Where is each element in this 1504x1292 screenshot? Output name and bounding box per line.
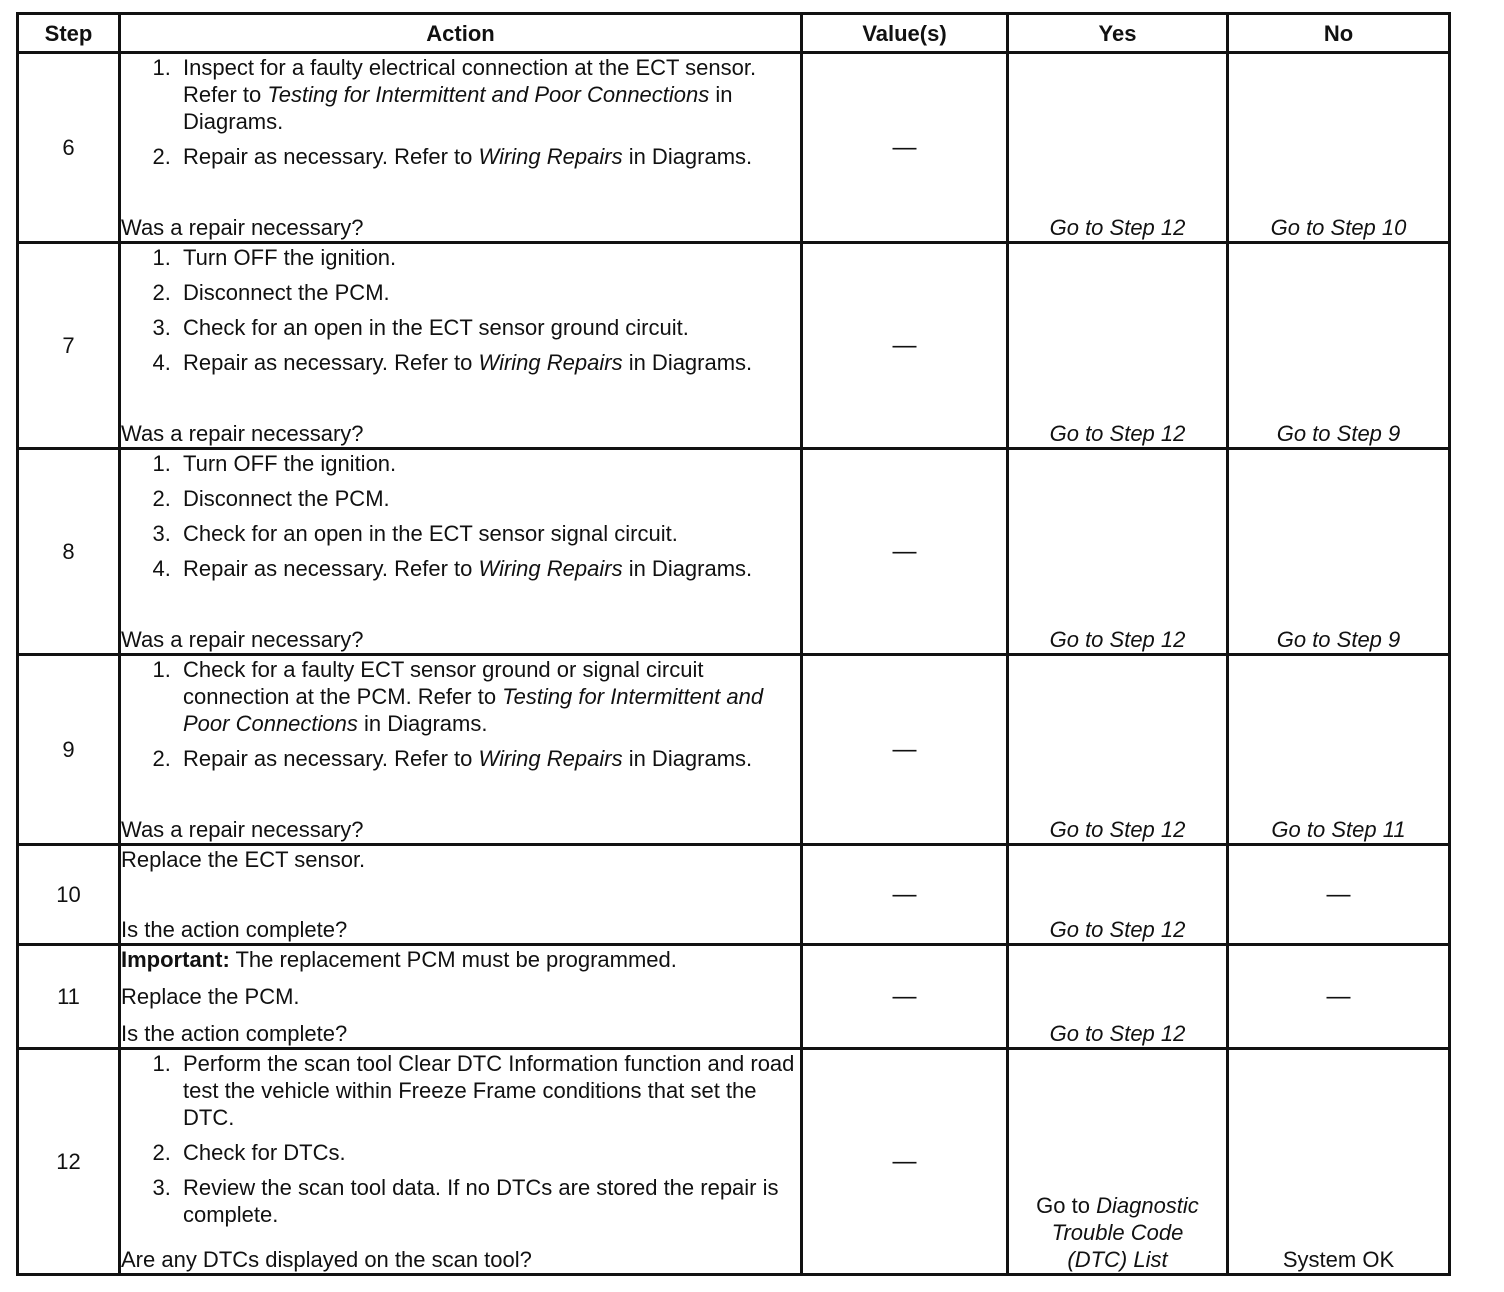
action-cell [120,845,802,945]
action-item: 1. Turn OFF the ignition. [177,450,800,477]
action-item: 4. Repair as necessary. Refer to Wiring Repairs in Diagrams. [177,349,800,376]
important-note: Important: The replacement PCM must be programmed. [121,947,677,972]
action-item: 2. Disconnect the PCM. [177,485,800,512]
value-cell: — [802,945,1008,1049]
action-text: Replace the PCM. [121,984,300,1009]
step-number: 12 [18,1049,120,1275]
important-label: Important: [121,947,230,972]
table-row [18,53,1450,243]
action-item: 4. Repair as necessary. Refer to Wiring Repairs in Diagrams. [177,555,800,582]
value-cell: — [802,243,1008,449]
value-cell: — [802,845,1008,945]
value-cell: — [802,449,1008,655]
question-text: Was a repair necessary? [121,215,364,240]
action-cell [120,449,802,655]
action-cell [120,945,802,1049]
table-row [18,845,1450,945]
step-number: 6 [18,53,120,243]
no-cell [1228,53,1450,243]
no-link[interactable]: Go to Step 9 [1276,627,1401,652]
table-row [18,449,1450,655]
action-item: 2. Repair as necessary. Refer to Wiring Repairs in Diagrams. [177,143,800,170]
action-list [121,450,800,582]
diagnostic-table [16,12,1451,1276]
action-list [121,54,800,170]
action-item: 3. Check for an open in the ECT sensor ground circuit. [177,314,800,341]
value-cell: — [802,53,1008,243]
no-link[interactable]: Go to Step 11 [1271,817,1406,842]
header-yes: Yes [1008,14,1228,53]
yes-link[interactable]: Go to Step 12 [1049,1021,1186,1046]
question-text: Are any DTCs displayed on the scan tool? [121,1247,532,1272]
value-cell: — [802,655,1008,845]
action-cell [120,1049,802,1275]
yes-cell [1008,655,1228,845]
no-result: System OK [1282,1247,1395,1272]
no-link[interactable]: Go to Step 9 [1276,421,1401,446]
no-cell: — [1228,845,1450,945]
question-text: Is the action complete? [121,1021,348,1046]
question-text: Was a repair necessary? [121,421,364,446]
table-row [18,655,1450,845]
action-cell [120,243,802,449]
action-item: 2. Disconnect the PCM. [177,279,800,306]
action-item: 1. Turn OFF the ignition. [177,244,800,271]
action-item: 3. Review the scan tool data. If no DTCs are stored the repair is complete. [177,1174,800,1228]
value-cell: — [802,1049,1008,1275]
action-list [121,656,800,772]
yes-cell [1008,243,1228,449]
action-list [121,244,800,376]
yes-cell [1008,1049,1228,1275]
action-cell [120,53,802,243]
yes-link[interactable]: Go to Step 12 [1049,421,1186,446]
yes-cell [1008,53,1228,243]
table-row [18,243,1450,449]
question-text: Is the action complete? [121,917,348,942]
action-cell [120,655,802,845]
no-cell: — [1228,945,1450,1049]
yes-link[interactable]: Go to Step 12 [1049,917,1186,942]
yes-cell [1008,945,1228,1049]
action-text: Replace the ECT sensor. [121,847,366,872]
header-no: No [1228,14,1450,53]
table-row [18,1049,1450,1275]
step-number: 11 [18,945,120,1049]
no-cell [1228,449,1450,655]
step-number: 9 [18,655,120,845]
header-step: Step [18,14,120,53]
question-text: Was a repair necessary? [121,627,364,652]
yes-cell [1008,845,1228,945]
header-values: Value(s) [802,14,1008,53]
yes-link[interactable]: Go to Step 12 [1049,215,1186,240]
table-row [18,945,1450,1049]
no-cell [1228,243,1450,449]
no-link[interactable]: Go to Step 10 [1270,215,1407,240]
step-number: 7 [18,243,120,449]
yes-cell [1008,449,1228,655]
step-number: 8 [18,449,120,655]
no-cell [1228,1049,1450,1275]
yes-link[interactable]: Go to Diagnostic Trouble Code (DTC) List [1036,1193,1199,1272]
action-list [121,1050,800,1228]
no-cell [1228,655,1450,845]
header-row [18,14,1450,53]
action-item: 2. Check for DTCs. [177,1139,800,1166]
action-item: 2. Repair as necessary. Refer to Wiring Repairs in Diagrams. [177,745,800,772]
yes-link[interactable]: Go to Step 12 [1049,817,1186,842]
yes-link[interactable]: Go to Step 12 [1049,627,1186,652]
step-number: 10 [18,845,120,945]
header-action: Action [120,14,802,53]
action-item: 1. Check for a faulty ECT sensor ground or signal circuit connection at the PCM. Refer to Testing for Intermittent and Poor Connections in Diagrams. [177,656,800,737]
question-text: Was a repair necessary? [121,817,364,842]
action-item: 1. Perform the scan tool Clear DTC Information function and road test the vehicle within Freeze Frame conditions that set the DTC. [177,1050,800,1131]
action-item: 3. Check for an open in the ECT sensor signal circuit. [177,520,800,547]
action-item: 1. Inspect for a faulty electrical connection at the ECT sensor. Refer to Testing for Intermittent and Poor Connections in Diagrams. [177,54,800,135]
